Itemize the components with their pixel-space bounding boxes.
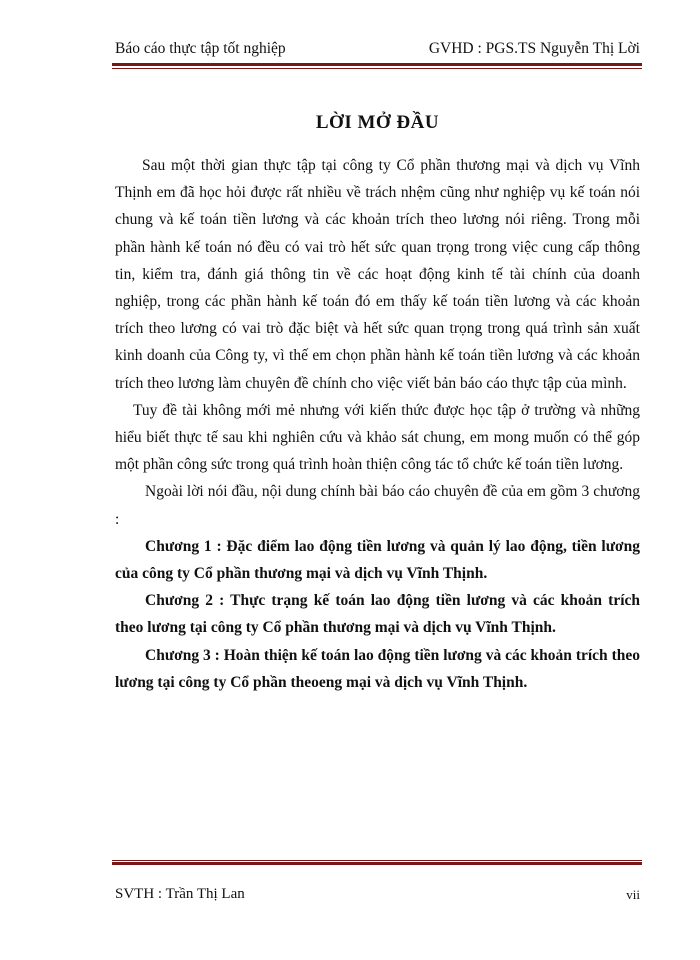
page-header xyxy=(115,40,640,62)
header-report-title: Báo cáo thực tập tốt nghiệp xyxy=(115,40,286,57)
page-number: vii xyxy=(626,887,640,902)
footer-divider-thick-line xyxy=(112,862,642,865)
paragraph-intro: Sau một thời gian thực tập tại công ty Cổ phần thương mại và dịch vụ Vĩnh Thịnh em đã học hỏi được rất nhiều về trách nhệm cũng như nghiệp vụ kế toán nói chung và kế toán tiền lương và các khoản trích theo lương nói riêng. Trong mỗi phần hành kế toán nó đều có vai trò hết sức quan trọng trong việc cung cấp thông tin, kiểm tra, đánh giá thông tin về các hoạt động kinh tế tài chính của doanh nghiệp, trong các phần hành kế toán đó em thấy kế toán tiền lương và các khoản trích theo lương có vai trò đặc biệt và hết sức quan trọng trong quá trình sản xuất kinh doanh của Công ty, vì thế em chọn phần hành kế toán tiền lương và các khoản trích theo lương làm chuyên đề chính cho việc viết bản báo cáo thực tập của mình. xyxy=(115,157,640,392)
header-divider xyxy=(112,63,642,69)
page-title: LỜI MỞ ĐẦU xyxy=(315,112,440,133)
header-supervisor: GVHD : PGS.TS Nguyễn Thị Lời xyxy=(428,40,640,57)
chapter-2: Chương 2 : Thực trạng kế toán lao động tiền lương và các khoản trích theo lương tại công ty Cổ phần thương mại và dịch vụ Vĩnh Thịnh. xyxy=(115,592,640,637)
paragraph-outline: Ngoài lời nói đầu, nội dung chính bài báo cáo chuyên đề của em gồm 3 chương : xyxy=(115,483,640,528)
page-body xyxy=(115,112,640,696)
header-divider-thick-line xyxy=(112,63,642,66)
paragraph-topic: Tuy đề tài không mới mẻ nhưng với kiến thức được học tập ở trường và những hiểu biết thực tế sau khi nghiên cứu và khảo sát chung, em mong muốn có thể góp một phần công sức trong quá trình hoàn thiện công tác tổ chức kế toán tiền lương. xyxy=(115,401,640,474)
header-divider-thin-line xyxy=(112,68,642,69)
footer-student: SVTH : Trần Thị Lan xyxy=(115,886,245,902)
chapter-1: Chương 1 : Đặc điểm lao động tiền lương và quản lý lao động, tiền lương của công ty Cổ phần thương mại và dịch vụ Vĩnh Thịnh. xyxy=(115,537,640,583)
footer-divider xyxy=(112,860,642,866)
chapter-3: Chương 3 : Hoàn thiện kế toán lao động tiền lương và các khoản trích theo lương tại công ty Cổ phần theoeng mại và dịch vụ Vĩnh Thịnh. xyxy=(115,646,640,691)
footer-divider-thin-line xyxy=(112,860,642,861)
